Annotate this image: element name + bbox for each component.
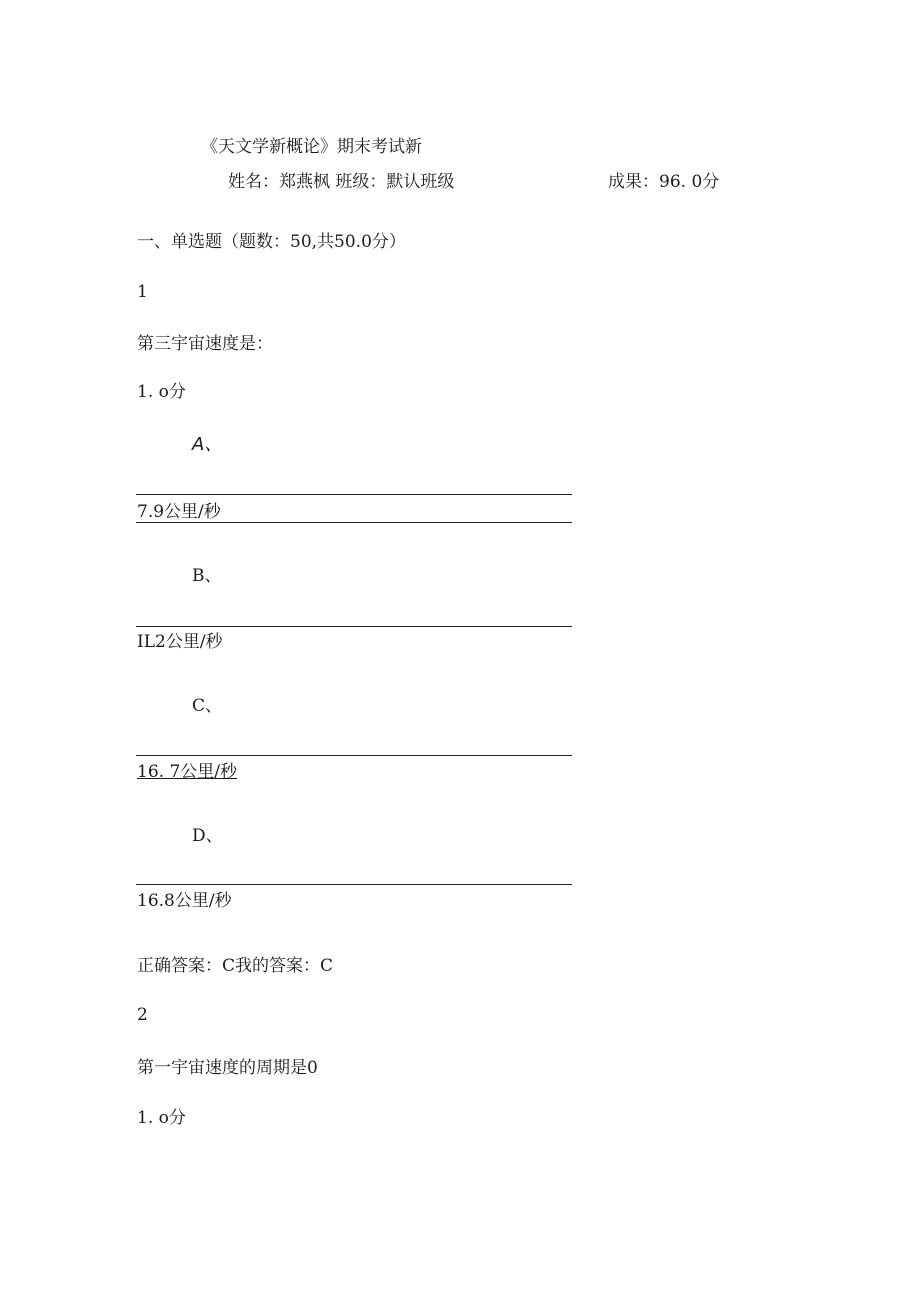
option-b-text[interactable]: IL2公里/秒: [137, 632, 223, 652]
score-info: 成果：96. 0分: [608, 172, 720, 192]
option-d-text[interactable]: 16.8公里/秒: [137, 891, 232, 911]
option-a-text[interactable]: 7.9公里/秒: [137, 502, 221, 522]
question-stem: 第一宇宙速度的周期是0: [137, 1058, 318, 1078]
option-a-top-rule: [136, 494, 572, 495]
question-number: 1: [137, 282, 148, 302]
question-points: 1. o分: [137, 382, 186, 402]
question-stem: 第三宇宙速度是：: [137, 334, 273, 354]
option-b-rule: [136, 626, 572, 627]
question-number: 2: [137, 1005, 148, 1025]
option-c-rule: [136, 755, 572, 756]
section-heading: 一、单选题（题数：50,共50.0分）: [137, 232, 406, 252]
answer-line: 正确答案：C我的答案：C: [137, 956, 334, 976]
student-info: 姓名：郑燕枫 班级：默认班级: [228, 172, 455, 192]
option-a-letter: A、: [192, 434, 223, 455]
option-d-letter: D、: [192, 826, 223, 846]
question-points: 1. o分: [137, 1108, 186, 1128]
option-a-bottom-rule: [136, 522, 572, 523]
option-b-letter: B、: [192, 566, 222, 586]
option-d-rule: [136, 884, 572, 885]
option-c-text[interactable]: 16. 7公里/秒: [137, 762, 237, 782]
exam-title: 《天文学新概论》期末考试新: [201, 137, 422, 157]
option-c-letter: C、: [192, 696, 223, 716]
